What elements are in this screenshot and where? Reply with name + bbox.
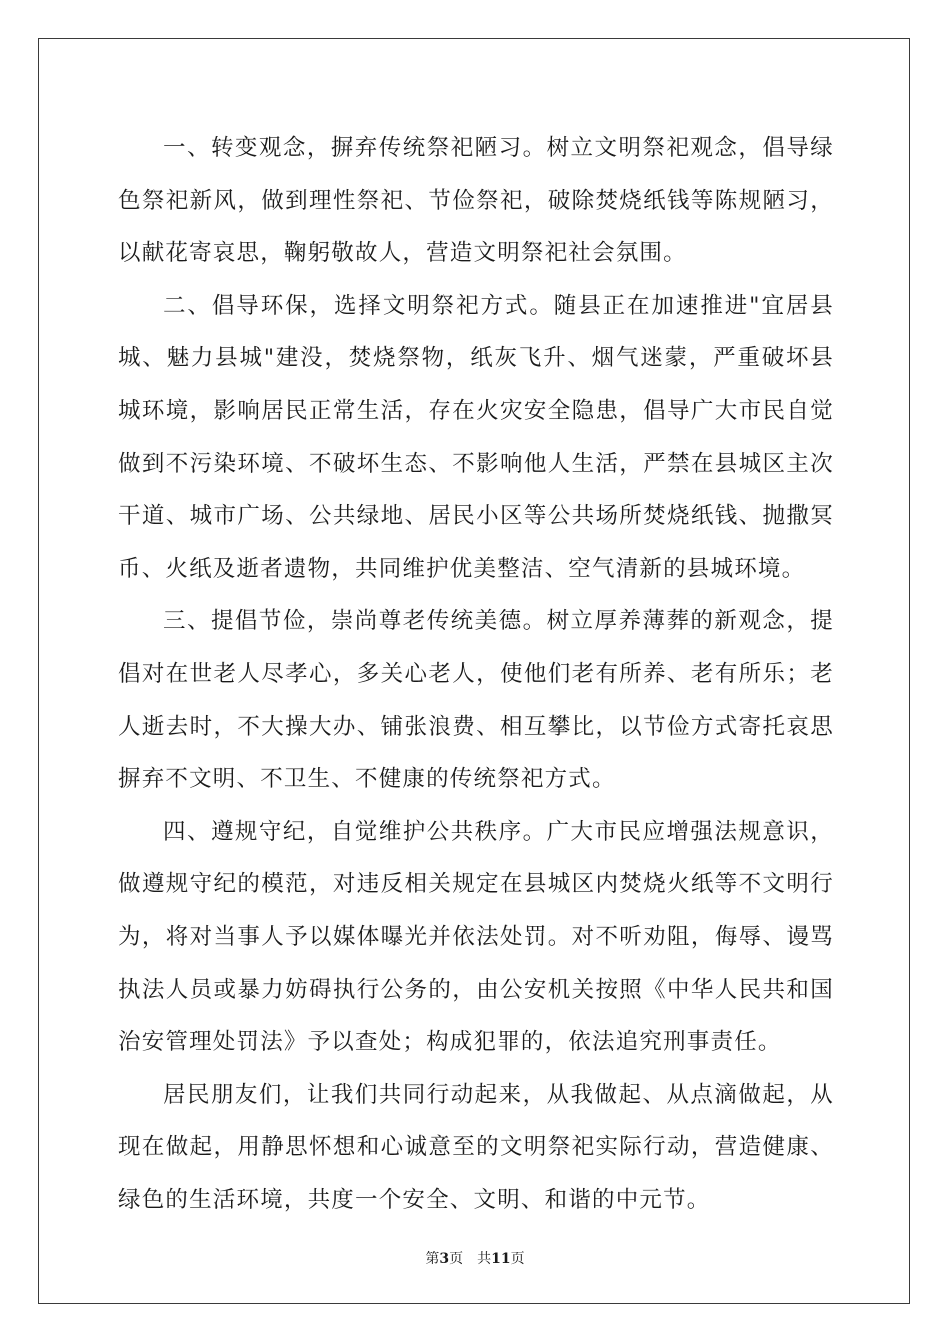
page-current: 3 xyxy=(439,1251,450,1267)
total-unit: 页 xyxy=(510,1251,525,1267)
page-unit: 页 xyxy=(449,1251,464,1267)
page-footer xyxy=(0,1248,950,1268)
page-prefix: 第 xyxy=(425,1251,440,1267)
paragraph-4: 四、遵规守纪，自觉维护公共秩序。广大市民应增强法规意识，做遵规守纪的模范，对违反相关规定在县城区内焚烧火纸等不文明行为，将对当事人予以媒体曝光并依法处罚。对不听劝阻，侮辱、谩骂执法人员或暴力妨碍执行公务的，由公安机关按照《中华人民共和国治安管理处罚法》予以查处；构成犯罪的，依法追究刑事责任。 xyxy=(118,818,834,1056)
paragraph-5: 居民朋友们，让我们共同行动起来，从我做起、从点滴做起，从现在做起，用静思怀想和心诚意至的文明祭祀实际行动，营造健康、绿色的生活环境，共度一个安全、文明、和谐的中元节。 xyxy=(118,1081,834,1213)
paragraph-2: 二、倡导环保，选择文明祭祀方式。随县正在加速推进"宜居县城、魅力县城"建没，焚烧祭物，纸灰飞升、烟气迷蒙，严重破坏县城环境，影响居民正常生活，存在火灾安全隐患，倡导广大市民自觉做到不污染环境、不破坏生态、不影响他人生活，严禁在县城区主次干道、城市广场、公共绿地、居民小区等公共场所焚烧纸钱、抛撒冥币、火纸及逝者遗物，共同维护优美整洁、空气清新的县城环境。 xyxy=(118,292,834,582)
total-prefix: 共 xyxy=(477,1251,492,1267)
paragraph-3: 三、提倡节俭，崇尚尊老传统美德。树立厚养薄葬的新观念，提倡对在世老人尽孝心，多关心老人，使他们老有所养、老有所乐；老人逝去时，不大操大办、铺张浪费、相互攀比，以节俭方式寄托哀思摒弃不文明、不卫生、不健康的传统祭祀方式。 xyxy=(118,608,834,793)
document-body xyxy=(118,122,834,1226)
paragraph-1: 一、转变观念，摒弃传统祭祀陋习。树立文明祭祀观念，倡导绿色祭祀新风，做到理性祭祀、节俭祭祀，破除焚烧纸钱等陈规陋习，以献花寄哀思，鞠躬敬故人，营造文明祭祀社会氛围。 xyxy=(118,135,834,267)
page-total: 11 xyxy=(491,1251,511,1267)
